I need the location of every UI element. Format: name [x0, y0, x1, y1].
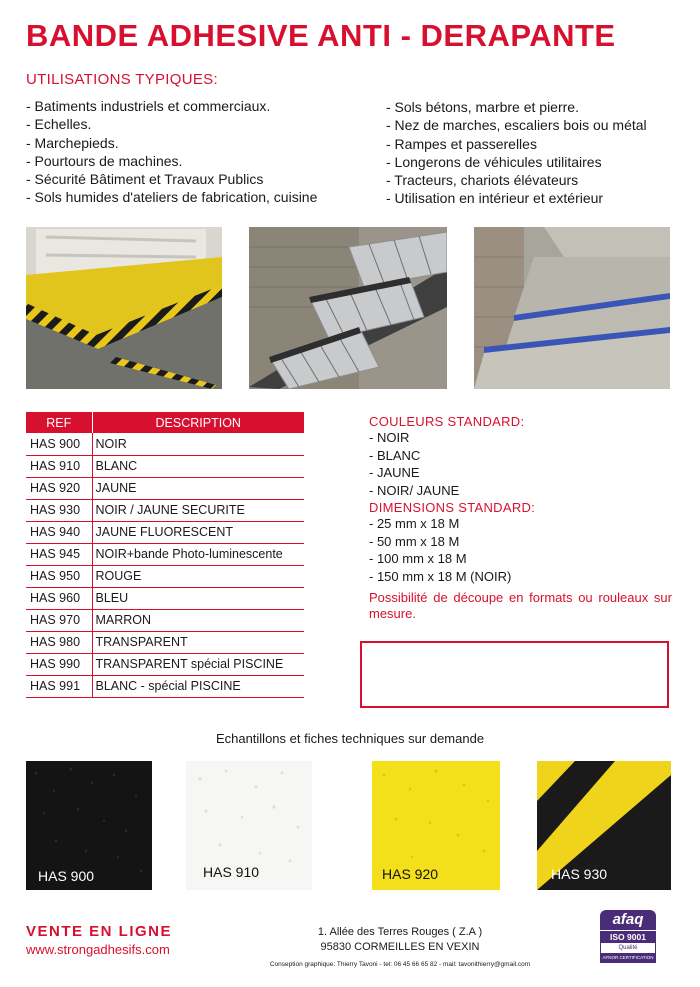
cell-description: BLANC — [92, 455, 304, 477]
column-header-description: DESCRIPTION — [92, 412, 304, 433]
colors-heading: COULEURS STANDARD: — [369, 414, 525, 429]
standard-dimensions-section — [369, 500, 535, 585]
table-header-row — [26, 412, 304, 433]
cell-ref: HAS 991 — [26, 675, 92, 697]
list-item: - 50 mm x 18 M — [369, 533, 460, 549]
list-item: - JAUNE — [369, 465, 420, 480]
cell-description: TRANSPARENT spécial PISCINE — [92, 653, 304, 675]
logo-quality: Qualité — [600, 943, 656, 953]
uses-list-left — [26, 97, 317, 207]
cell-description: JAUNE FLUORESCENT — [92, 521, 304, 543]
cell-description: NOIR / JAUNE SECURITE — [92, 499, 304, 521]
online-sales-heading: VENTE EN LIGNE — [26, 923, 173, 940]
column-header-ref: REF — [26, 412, 92, 433]
swatch-label: HAS 930 — [551, 866, 608, 882]
custom-cut-note: Possibilité de découpe en formats ou rouleaux sur mesure. — [369, 590, 672, 621]
list-item: - Nez de marches, escaliers bois ou métal — [386, 117, 647, 134]
afaq-iso-logo — [598, 910, 658, 970]
table-row — [26, 653, 304, 675]
swatch-label: HAS 920 — [382, 866, 439, 882]
address-line-1: 1. Allée des Terres Rouges ( Z.A ) — [317, 926, 483, 938]
list-item: - NOIR — [369, 430, 410, 445]
colors-list — [369, 429, 524, 499]
cell-ref: HAS 990 — [26, 653, 92, 675]
cell-ref: HAS 970 — [26, 609, 92, 631]
address-line-2: 95830 CORMEILLES EN VEXIN — [320, 941, 480, 953]
table-row — [26, 587, 304, 609]
list-item: - 25 mm x 18 M — [369, 516, 460, 531]
cell-ref: HAS 945 — [26, 543, 92, 565]
cell-ref: HAS 960 — [26, 587, 92, 609]
table-row — [26, 477, 304, 499]
standard-colors-section — [369, 414, 524, 499]
logo-cert: AFNOR CERTIFICATION — [600, 953, 656, 963]
cell-ref: HAS 900 — [26, 433, 92, 455]
design-credits: Conseption graphique: Thierry Tavoni - tel: 06 45 66 65 82 - mail: tavonithierry@gmail.com — [269, 961, 531, 968]
cell-ref: HAS 910 — [26, 455, 92, 477]
photo-concrete-steps — [474, 227, 670, 389]
sample-swatch-has900 — [26, 761, 152, 890]
table-row — [26, 609, 304, 631]
page-title: BANDE ADHESIVE ANTI - DERAPANTE — [26, 18, 616, 53]
list-item: - NOIR/ JAUNE — [369, 482, 460, 498]
table-row — [26, 433, 304, 455]
list-item: - Marchepieds. — [26, 134, 119, 151]
table-row — [26, 455, 304, 477]
table-row — [26, 565, 304, 587]
list-item: - Pourtours de machines. — [26, 152, 183, 169]
list-item: - Echelles. — [26, 116, 92, 133]
list-item: - Tracteurs, chariots élévateurs — [386, 172, 579, 189]
cell-ref: HAS 980 — [26, 631, 92, 653]
sample-swatch-has930 — [537, 761, 671, 890]
empty-frame — [360, 641, 669, 708]
uses-list-right — [386, 98, 647, 208]
list-item: - Rampes et passerelles — [386, 135, 537, 152]
cell-description: NOIR — [92, 433, 304, 455]
swatch-label: HAS 900 — [38, 868, 95, 884]
cell-description: BLEU — [92, 587, 304, 609]
list-item: - Longerons de véhicules utilitaires — [386, 153, 602, 170]
dimensions-heading: DIMENSIONS STANDARD: — [369, 500, 536, 515]
table-row — [26, 499, 304, 521]
cell-ref: HAS 920 — [26, 477, 92, 499]
list-item: - 150 mm x 18 M (NOIR) — [369, 568, 512, 584]
photo-pallet-hazard-tape — [26, 227, 222, 389]
logo-standard: ISO 9001 — [600, 931, 656, 943]
website-link[interactable]: www.strongadhesifs.com — [26, 942, 170, 957]
cell-ref: HAS 940 — [26, 521, 92, 543]
list-item: - Sols bétons, marbre et pierre. — [386, 99, 579, 115]
list-item: - Batiments industriels et commerciaux. — [26, 98, 271, 114]
sample-swatch-has920 — [372, 761, 500, 890]
list-item: - 100 mm x 18 M — [369, 551, 467, 566]
cell-ref: HAS 950 — [26, 565, 92, 587]
uses-heading: UTILISATIONS TYPIQUES: — [26, 71, 218, 88]
cell-description: ROUGE — [92, 565, 304, 587]
table-row — [26, 543, 304, 565]
table-row — [26, 631, 304, 653]
logo-brand: afaq — [600, 910, 656, 930]
list-item: - Sols humides d'ateliers de fabrication, cuisine — [26, 189, 318, 206]
list-item: - Sécurité Bâtiment et Travaux Publics — [26, 171, 264, 188]
reference-table — [26, 412, 304, 698]
list-item: - Utilisation en intérieur et extérieur — [386, 190, 604, 207]
cell-description: BLANC - spécial PISCINE — [92, 675, 304, 697]
cell-description: NOIR+bande Photo-luminescente — [92, 543, 304, 565]
table-row — [26, 521, 304, 543]
samples-caption: Echantillons et fiches techniques sur demande — [215, 731, 485, 746]
table-row — [26, 675, 304, 697]
cell-ref: HAS 930 — [26, 499, 92, 521]
cell-description: JAUNE — [92, 477, 304, 499]
sample-swatch-has910 — [186, 761, 312, 890]
photo-grating-stairs — [249, 227, 447, 389]
dimensions-list — [369, 515, 535, 585]
list-item: - BLANC — [369, 447, 421, 463]
swatch-label: HAS 910 — [203, 864, 260, 880]
cell-description: TRANSPARENT — [92, 631, 304, 653]
cell-description: MARRON — [92, 609, 304, 631]
